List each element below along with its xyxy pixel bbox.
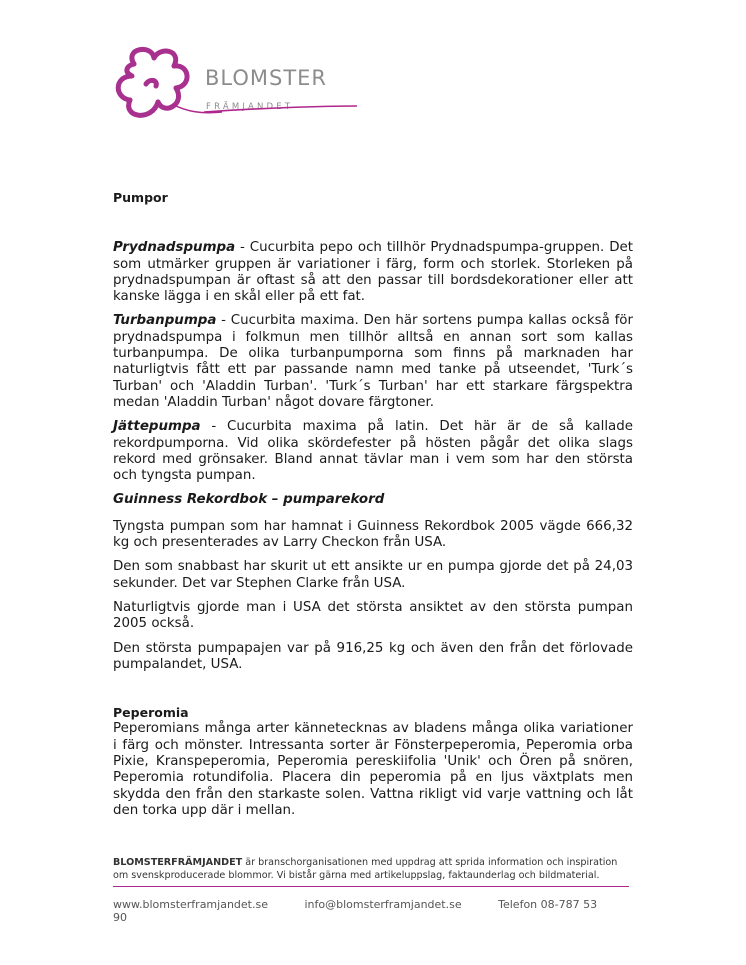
text-turbanpumpa: - Cucurbita maxima. Den här sortens pumpa kallas också för prydnadspumpa i folkmun men tillhör alltså en annan sort som kallas turbanpumpa. De olika turbanpumporna som finns på marknaden har naturligtvis fått ett par passande namn med tanke på utseendet, 'Turk´s Turban' och 'Aladdin Turban'. 'Turk´s Turban' har ett starkare färgspektra medan 'Aladdin Turban' något dovare färgtoner. bbox=[113, 313, 633, 410]
footer-contact bbox=[113, 898, 633, 924]
footer-phone: Telefon 08-787 53 90 bbox=[113, 898, 598, 924]
paragraph-prydnadspumpa bbox=[113, 240, 633, 305]
footer-divider bbox=[113, 886, 629, 887]
footer-website-link[interactable]: www.blomsterframjandet.se bbox=[113, 898, 268, 911]
paragraph-jattepumpa bbox=[113, 419, 633, 484]
term-jattepumpa: Jättepumpa bbox=[113, 419, 201, 435]
flower-logo-icon bbox=[112, 42, 362, 132]
paragraph-peperomia: Peperomians många arter kännetecknas av bladens många olika variationer i färg och mönster. Intressanta sorter är Fönsterpeperomia, Peperomia orba Pixie, Kranspeperomia, Peperomia pereskiifolia 'Unik' och Ören på snören, Peperomia rotundifolia. Placera din peperomia på en ljus växtplats men skydda den från den starkaste solen. Vattna rikligt vid varje vattning och låt den torka upp där i mellan. bbox=[113, 721, 633, 818]
logo-subtitle: FRÄMJANDET bbox=[206, 102, 294, 112]
text-jattepumpa: - Cucurbita maxima på latin. Det här är de så kallade rekordpumporna. Vid olika skördefester på hösten pågår det olika slags rekord med grönsaker. Bland annat tävlar man i vem som har den största och tyngsta pumpan. bbox=[113, 419, 633, 484]
footer-org: BLOMSTERFRÄMJANDET bbox=[113, 857, 243, 868]
article bbox=[113, 190, 633, 827]
term-prydnadspumpa: Prydnadspumpa bbox=[113, 240, 236, 256]
logo bbox=[112, 42, 362, 132]
subheading-guinness: Guinness Rekordbok – pumparekord bbox=[113, 492, 385, 508]
text-prydnadspumpa: - Cucurbita pepo och tillhör Prydnadspumpa-gruppen. Det som utmärker gruppen är variationer i färg, form och storlek. Storleken på prydnadspumpan är oftast så att den passar till bordsdekorationer eller att kanske lägga i en skål eller på ett fat. bbox=[113, 240, 633, 305]
record-paragraph: Den som snabbast har skurit ut ett ansikte ur en pumpa gjorde det på 24,03 sekunder. Det var Stephen Clarke från USA. bbox=[113, 559, 633, 591]
footer-email-link[interactable]: info@blomsterframjandet.se bbox=[304, 898, 462, 911]
heading-pumpor: Pumpor bbox=[113, 190, 168, 205]
logo-wordmark: BLOMSTER bbox=[205, 66, 328, 90]
term-turbanpumpa: Turbanpumpa bbox=[113, 313, 217, 329]
record-paragraph: Den största pumpapajen var på 916,25 kg och även den från det förlovade pumpalandet, USA. bbox=[113, 640, 633, 672]
heading-peperomia: Peperomia bbox=[113, 705, 189, 721]
footer-note-text: är branschorganisationen med uppdrag att sprida information och inspiration om svenskproducerade blommor. Vi bistår gärna med artikeluppslag, faktaunderlag och bildmaterial. bbox=[113, 857, 618, 881]
footer-note bbox=[113, 856, 633, 882]
record-paragraph: Tyngsta pumpan som har hamnat i Guinness Rekordbok 2005 vägde 666,32 kg och presenterades av Larry Checkon från USA. bbox=[113, 518, 633, 551]
paragraph-turbanpumpa bbox=[113, 313, 633, 411]
record-paragraph: Naturligtvis gjorde man i USA det största ansiktet av den största pumpan 2005 också. bbox=[113, 599, 633, 632]
